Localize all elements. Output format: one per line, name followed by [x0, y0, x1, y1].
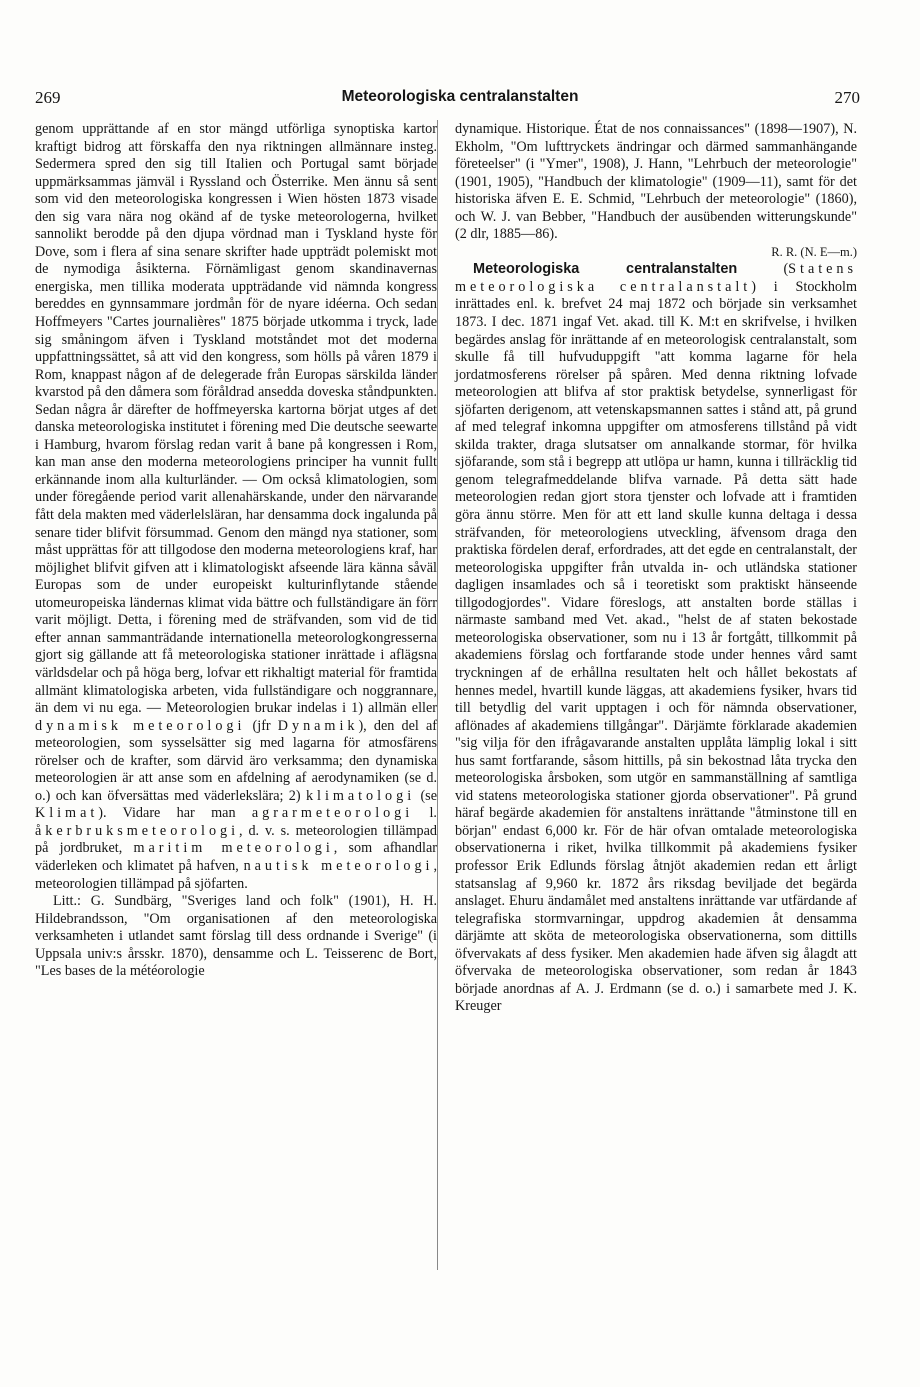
term-akerbruk: åkerbruksmeteorologi: [35, 822, 240, 839]
paragraph-text: , meteorologien tillämpad på sjöfarten.: [35, 857, 437, 892]
paragraph-text: (: [737, 261, 789, 278]
entry-full-name: Statens meteorologiska centralanstalt: [455, 261, 857, 295]
term-agrar: agrarmeteorologi: [251, 805, 414, 822]
term-nautisk: nautisk meteorologi: [243, 857, 434, 874]
continued-literature: dynamique. Historique. État de nos connaissances" (1898—1907), N. Ekholm, "Om lufttryckets ändringar och därmed sammanhängande företeelser" (i "Ymer", 1908), J. Hann, "Lehrbuch der meteorologie" (1901, 1905), "Handbuch der klimatologie" (1909—11), samt för det historiska äfven E. E. Schmid, "Lehrbuch der meteorologie" (1860), och W. J. van Bebber, "Handbuch der ausübenden witterungskunde" (2 dlr, 1885—86).: [455, 121, 857, 243]
paragraph-text: ), den del af meteorologien, som sysselsätter sig med lagarna för atmosfärens rörelser och de krafter, som därvid äro verksamma; den dynamiska meteorologien är att anse som en afdelning af aerodynamiken (se d. o.) och kan öfversättas med väderlekslära; 2): [35, 717, 437, 804]
paragraph-text: genom upprättande af en stor mängd utförliga synoptiska kartor kraftigt bidrog att förskaffa den nya riktningen allmännare insteg. Sedermera spred den sig till Italien och Portugal samt började uppmärksammas jämväl i Ryssland och Österrike. Men ännu så sent som vid den meteorologiska kongressen i Wien hösten 1873 visade den sig vara nära nog okänd af de tyske meteorologerna, hvilket sannolikt berodde på den djupa vördnad man i Tyskland hyste för Dove, som i flera af sina senare skrifter hade uppträdt polemiskt mot de nymodiga åsikterna. Förnämligast genom skandinavernas energiska, men tillika moderata uppträdande vid nämnda kongress bereddes en gynnsammare jordmån för de nyare idéerna. Och sedan Hoffmeyers "Cartes journalières" 1875 började utkomma i tryck, lade sig småningom äfven i Tyskland motståndet mot det moderna uppfattningssättet, så att vid den kongress, som hölls på våren 1879 i Rom, knappast någon af de delegerade från Europas särskilda länder kvarstod på den dåmera som föråldrad ansedda doveska ståndpunkten. Sedan några år därefter de hoffmeyerska kartorna börjat utges af det danska meteorologiska institutet i förening med Die deutsche seewarte i Hamburg, hvarom förslag redan varit å bane på kongressen i Rom, kan man anse den moderna meteorologiens principer ha vunnit fullt erkännande inom alla kulturländer. — Om också klimatologien, som under föregående period varit allenahärskande, under den närvarande fått dela makten med väderlelsläran, har densamma dock ingalunda på senare tider blifvit försummad. Genom den mängd nya stationer, som måst upprättas för att tillgodose den moderna meteorologiens kraf, har möjlighet blifvit gifven att i klimatologiskt afseende lära känna såväl Europas som de under europeiskt kulturinflytande stående utomeuropeiska ländernas klimat vida bättre och fullständigare än förr varit möjligt. Detta, i förening med de sträfvanden, som vid de tid efter annan sammanträdande internationella meteorologkongresserna gjort sig gällande att få meteorologiska stationer inrättade i aflägsna världsdelar och på höga berg, lofvar ett rikhaltigt material för framtida allmänt klimatologiska arbeten, vida fullständigare och noggrannare, än dem vi nu ega. — Meteorologien brukar indelas i 1) allmän eller: [35, 121, 437, 717]
term-dynamic-meteorology: dynamisk meteorologi: [35, 717, 246, 734]
left-column: [35, 121, 437, 981]
running-title: Meteorologiska centralanstalten: [341, 88, 579, 105]
body-paragraph: [35, 121, 437, 893]
right-column: [455, 121, 857, 1016]
paragraph-text: (jfr: [245, 717, 278, 734]
paragraph-text: , som afhandlar väderleken och klimatet på hafven,: [35, 840, 437, 874]
paragraph-text: ) i Stockholm inrättades enl. k. brefvet 24 maj 1872 och började sin verksamhet 1873. I dec. 1871 ingaf Vet. akad. till K. M:t en skrifvelse, i hvilken begärdes anslag för inrättande af en meteorologisk centralanstalt, som skulle få till hufvuduppgift "att komma lagarne för hela jordatmosferens rörelser på spåren. Med denna riktning lofvade meteorologien att blifva af stor praktisk betydelse, synnerligast för sjöfarten derigenom, att vetenskapsmannen sattes i stånd att, på grund af med telegraf inkomna uppgifter om atmosferens tillstånd på vidt skilda trakter, draga slutsatser om annalkande stormar, för hvilka sjöfarande, som stå i begrepp att utlöpa ur hamn, kunna i tillräcklig tid genom telegrafmeddelande blifva varnade. På detta sätt hade meteorologien redan gjort stora tjenster och lofvade att i framtiden göra ännu större. Men för att ett land skulle kunna deltaga i dessa sträfvanden, för meteorologiens utveckling, äfvensom draga den praktiska fördelen deraf, erfordrades, att det egde en centralanstalt, der meteorologiska uppgifter från utvalda in- och utländska stationer dagligen insamlades och så i teoretiskt som praktiskt hänseende tillgodogjordes". Vidare föreslogs, att anstalten borde ställas i närmaste samband med Vet. akad., "helst de af staten bekostade meteorologiska observationer, som nu i 13 år fortgått, tillkommit på akademiens förslag och fortfarande stode under hennes vård samt tryckningen af de erhållna resultaten helt och hållet bekostats af hennes medel, hvartill kunde läggas, att akademiens fysiker, hvars tid till betydlig del varit upptagen i och för nämnda observationer, aflönades af akademiens tillgångar". Därjämte förklarade akademien "sig vilja för den ifrågavarande anstalten upplåta lämplig lokal i sitt hus samt fortfarande, såsom hittills, på sin bekostnad låta trycka den meteorologiska årsboken, som utgör en sammanställning af samtliga vid statens meteorologiska stationer gjorda observationer". På grund häraf begärde akademien för anstaltens inrättande "åtminstone till en början" endast 6,000 kr. För de här ofvan omtalade meteorologiska observationerna i riket, hvilka tillkommit på akademiens fysiker professor Erik Edlunds förslag åtnjöt akademien redan ett årligt statsanslag af 9,960 kr. 1872 års riksdag beviljade det begärda anslaget. Ehuru ändamålet med anstaltens inrättande var utfärdande af telegrafiska stormvarningar, uppdrog akademien åt densamma därjämte att sköta de meteorologiska observationerna, som dittills öfvervakats af dess fysiker. Men akademien hade äfven sig ålagdt att öfvervaka de meteorologiska observationer, som redan år 1843 började anordnas af A. J. Erdmann (se d. o.) i samarbete med J. K. Kreuger: [455, 278, 857, 1015]
entry-paragraph: [455, 261, 857, 1016]
entry-headword: Meteorologiska centralanstalten: [473, 261, 738, 278]
term-climatology: klimatologi: [305, 787, 416, 804]
literature-paragraph: Litt.: G. Sundbärg, "Sveriges land och folk" (1901), H. H. Hildebrandsson, "Om organisationen af den meteorologiska verksamheten i utlandet samt förslag till dess ordnande i Sverige" (i Uppsala univ:s årsskr. 1870), densamme och L. Teisserenc de Bort, "Les bases de la météorologie: [35, 893, 437, 980]
term-maritim: maritim meteorologi: [133, 840, 334, 857]
page-number-left: 269: [35, 88, 61, 107]
ref-klimat: Klimat: [35, 805, 99, 822]
paragraph-text: l.: [413, 805, 437, 822]
paragraph-text: ). Vidare har man: [98, 805, 252, 822]
page-number-right: 270: [834, 88, 860, 107]
paragraph-text: (se: [415, 787, 437, 804]
author-signature: R. R. (N. E—m.): [771, 244, 857, 259]
ref-dynamik: Dynamik: [277, 717, 359, 734]
paragraph-text: , d. v. s. meteorologien tillämpad på jordbruket,: [35, 822, 437, 857]
column-divider: [437, 120, 438, 1270]
page-header: [0, 88, 920, 112]
